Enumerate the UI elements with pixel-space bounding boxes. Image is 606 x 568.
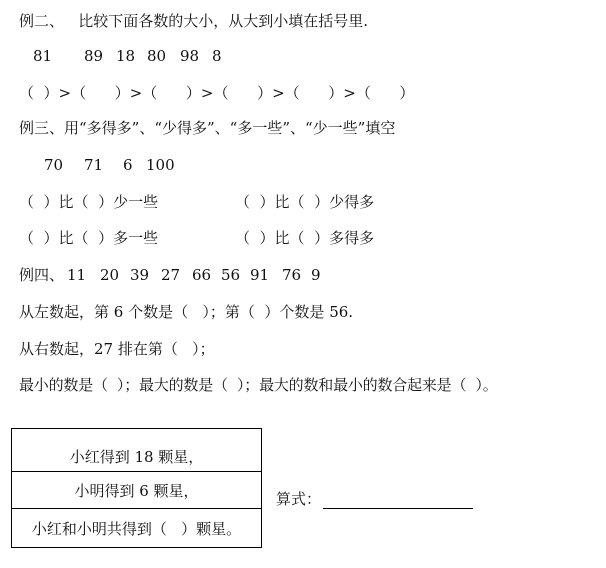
table-row bbox=[12, 472, 262, 509]
example-2-numbers bbox=[33, 46, 232, 66]
example-3-title: 例三、用“多得多”、“少得多”、“多一些”、“少一些”填空 bbox=[19, 119, 396, 137]
formula-answer-blank[interactable] bbox=[323, 492, 473, 509]
number-item: 20 bbox=[100, 266, 120, 284]
example-3-row-1 bbox=[19, 192, 374, 212]
comparison-blank: （ ）比（ ）少得多 bbox=[235, 193, 375, 211]
number-item: 11 bbox=[67, 266, 87, 284]
number-item: 80 bbox=[147, 47, 167, 65]
example-4-numbers bbox=[19, 265, 323, 285]
number-item: 9 bbox=[311, 266, 321, 284]
example-4-label: 例四、 bbox=[19, 266, 65, 284]
comparison-blank: （ ）比（ ）少一些 bbox=[19, 193, 159, 211]
table-cell: 小红得到 18 颗星， bbox=[12, 429, 262, 472]
example-2-title: 例二、 比较下面各数的大小，从大到小填在括号里. bbox=[19, 12, 369, 30]
number-item: 81 bbox=[33, 47, 53, 65]
table-row bbox=[12, 509, 262, 548]
example-4-question-1: 从左数起，第 6 个数是（ ）；第（ ）个数是 56. bbox=[19, 303, 354, 321]
number-item: 6 bbox=[123, 156, 133, 174]
number-item: 56 bbox=[221, 266, 241, 284]
number-item: 89 bbox=[84, 47, 104, 65]
table-cell: 小明得到 6 颗星， bbox=[12, 472, 262, 509]
number-item: 100 bbox=[146, 156, 175, 174]
number-item: 18 bbox=[116, 47, 136, 65]
number-item: 98 bbox=[180, 47, 200, 65]
number-item: 71 bbox=[84, 156, 104, 174]
example-4-question-3: 最小的数是（ ）；最大的数是（ ）；最大的数和最小的数合起来是（ ）。 bbox=[19, 376, 498, 394]
word-problem-table bbox=[11, 428, 262, 548]
number-item: 39 bbox=[130, 266, 150, 284]
example-3-row-2 bbox=[19, 228, 374, 248]
example-4-question-2: 从右数起，27 排在第（ ）； bbox=[19, 340, 215, 358]
comparison-blank: （ ）比（ ）多一些 bbox=[19, 229, 159, 247]
comparison-blank: （ ）比（ ）多得多 bbox=[235, 229, 375, 247]
number-item: 76 bbox=[282, 266, 302, 284]
table-cell: 小红和小明共得到（ ）颗星。 bbox=[12, 509, 262, 548]
example-2-blanks: （ ）>（ ）>（ ）>（ ）>（ ）>（ ） bbox=[19, 84, 415, 102]
table-row bbox=[12, 429, 262, 472]
number-item: 91 bbox=[250, 266, 270, 284]
number-item: 70 bbox=[44, 156, 64, 174]
formula-label: 算式： bbox=[276, 490, 322, 508]
number-item: 27 bbox=[161, 266, 181, 284]
number-item: 66 bbox=[192, 266, 212, 284]
number-item: 8 bbox=[212, 47, 222, 65]
example-3-numbers bbox=[44, 155, 186, 175]
formula-line bbox=[276, 489, 473, 509]
